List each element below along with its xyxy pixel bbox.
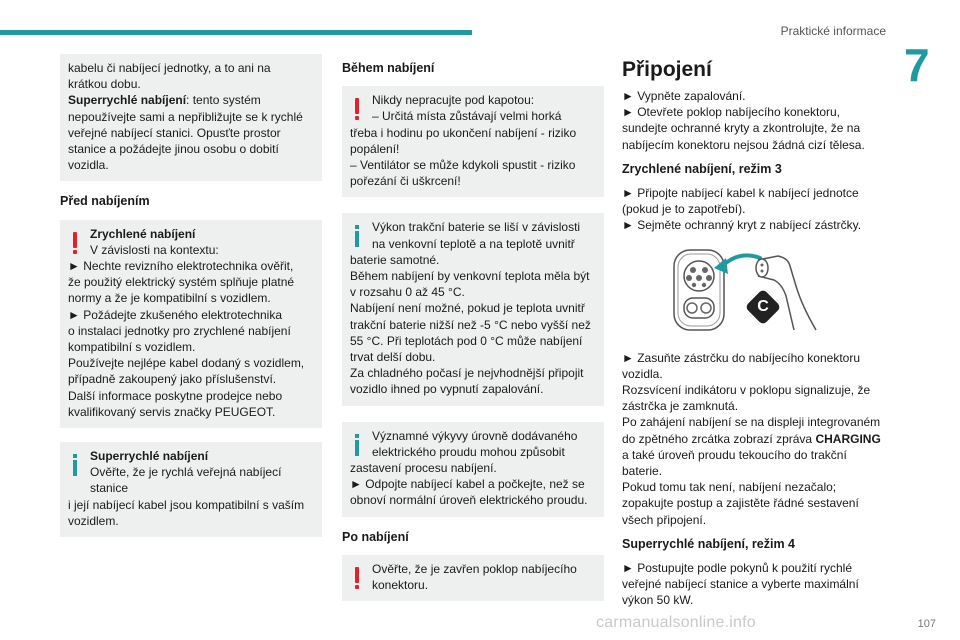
text-line: sundejte ochranné kryty a zkontrolujte, že na bbox=[622, 121, 861, 136]
text-line: Nikdy nepracujte pod kapotou: bbox=[372, 93, 535, 108]
charging-word: CHARGING bbox=[815, 431, 881, 446]
text-line: ► Odpojte nabíjecí kabel a počkejte, než se bbox=[350, 477, 585, 492]
text-line: a také úroveň proudu tekoucího do trakční bbox=[622, 447, 847, 462]
mode4-heading: Superrychlé nabíjení, režim 4 bbox=[622, 536, 795, 551]
warning-box-accelerated bbox=[60, 220, 322, 428]
watermark: carmanualsonline.info bbox=[596, 614, 756, 631]
text-line: všech připojení. bbox=[622, 512, 707, 527]
text-line: ► Zasuňte zástrčku do nabíjecího konektoru bbox=[622, 350, 861, 365]
text-line: Pokud tomu tak není, nabíjení nezačalo; bbox=[622, 480, 837, 495]
intro-box bbox=[60, 54, 322, 181]
text-line: veřejné nabíjecí stanice a vyberte maximální bbox=[622, 577, 859, 592]
column-1 bbox=[60, 54, 322, 549]
info-box-current-fluctuation bbox=[342, 422, 604, 517]
warning-icon bbox=[354, 98, 360, 120]
warning-title: Zrychlené nabíjení bbox=[90, 226, 196, 241]
after-charging-heading: Po nabíjení bbox=[342, 529, 409, 544]
superfast-paragraph bbox=[68, 92, 314, 108]
info-title: Superrychlé nabíjení bbox=[90, 449, 209, 464]
text-line: konektoru. bbox=[372, 578, 429, 593]
text-line: vozidlo ihned po vypnutí zapalování. bbox=[350, 382, 544, 397]
header-accent-bar bbox=[0, 30, 472, 35]
text-line: krátkou dobu. bbox=[68, 77, 141, 92]
text-line: na venkovní teplotě a na teplotě uvnitř bbox=[372, 236, 575, 251]
text-line: veřejné nabíjecí stanici. Opusťte prostor bbox=[68, 125, 281, 140]
text-line: Výkon trakční baterie se liší v závislosti bbox=[372, 220, 581, 235]
text-line: že použitý elektrický systém splňuje platné bbox=[68, 275, 295, 290]
text-line: V závislosti na kontextu: bbox=[90, 242, 219, 257]
text-line: Během nabíjení by venkovní teplota měla být bbox=[350, 269, 590, 284]
text-line: kabelu či nabíjecí jednotky, a to ani na bbox=[68, 61, 271, 75]
warning-box-hood bbox=[342, 86, 604, 197]
text-line: Ověřte, že je zavřen poklop nabíjecího bbox=[372, 561, 577, 576]
text-line: nepoužívejte sami a nepřibližujte se k rychlé bbox=[68, 109, 303, 124]
text-line: Ověřte, že je rychlá veřejná nabíjecí stanice bbox=[90, 465, 282, 496]
text-line: Používejte nejlépe kabel dodaný s vozidlem, bbox=[68, 356, 305, 371]
text-line: trakční baterie nižší než -5 °C nebo vyšší než bbox=[350, 317, 591, 332]
text-line: vozidla. bbox=[68, 158, 109, 173]
text-line: normy a že je kompatibilní s vozidlem. bbox=[68, 291, 271, 306]
text-line: baterie. bbox=[622, 464, 663, 479]
superfast-label: Superrychlé nabíjení bbox=[68, 93, 187, 108]
warning-icon bbox=[72, 232, 78, 254]
text-line: ► Požádejte zkušeného elektrotechnika bbox=[68, 307, 283, 322]
connector-illustration bbox=[662, 246, 822, 336]
mode3-heading: Zrychlené nabíjení, režim 3 bbox=[622, 161, 782, 176]
text-line: ► Postupujte podle pokynů k použití rychlé bbox=[622, 561, 853, 576]
text-line: vozidla. bbox=[622, 366, 663, 381]
text-line: (pokud je to zapotřebí). bbox=[622, 202, 746, 217]
info-icon bbox=[354, 225, 360, 247]
text-line: Významné výkyvy úrovně dodávaného bbox=[372, 428, 578, 443]
text-line: – Ventilátor se může kdykoli spustit - riziko bbox=[350, 158, 576, 173]
text-line: třeba i hodinu po ukončení nabíjení - riziko bbox=[350, 125, 577, 140]
charging-message-line bbox=[622, 431, 892, 447]
text-line: Další informace poskytne prodejce nebo bbox=[68, 388, 283, 403]
info-icon bbox=[72, 454, 78, 476]
text-line: Po zahájení nabíjení se na displeji integrovaném bbox=[622, 415, 881, 430]
info-icon bbox=[354, 434, 360, 456]
warning-box-flap bbox=[342, 555, 604, 601]
during-charging-heading: Během nabíjení bbox=[342, 61, 435, 75]
text-line: nabíjecím konektoru nejsou žádná cizí tělesa. bbox=[622, 137, 865, 152]
section-title: Praktické informace bbox=[780, 24, 886, 38]
text-line: zopakujte postup a zajistěte řádné sestavení bbox=[622, 496, 859, 511]
text-line: kompatibilní s vozidlem. bbox=[68, 340, 196, 355]
text-line: zastavení procesu nabíjení. bbox=[350, 461, 497, 476]
text-line: ► Sejměte ochranný kryt z nabíjecí zástrčky. bbox=[622, 218, 862, 233]
text-line: ► Připojte nabíjecí kabel k nabíjecí jednotce bbox=[622, 186, 859, 201]
text-line: v rozsahu 0 až 45 °C. bbox=[350, 285, 465, 300]
column-2 bbox=[342, 54, 604, 613]
text-line: ► Nechte revizního elektrotechnika ověřit, bbox=[68, 259, 294, 274]
text-line: výkon 50 kW. bbox=[622, 593, 694, 608]
page-number: 107 bbox=[917, 618, 936, 630]
text-line: o instalaci jednotky pro zrychlené nabíjení bbox=[68, 323, 291, 338]
text-line: elektrického proudu mohou způsobit bbox=[372, 444, 565, 459]
text-line: baterie samotné. bbox=[350, 252, 440, 267]
column-3 bbox=[622, 54, 892, 609]
connection-heading: Připojení bbox=[622, 58, 712, 81]
text-line: stanice a požádejte jinou osobu o dobití bbox=[68, 142, 279, 157]
info-box-battery-temperature bbox=[342, 213, 604, 405]
text-line: případně zakoupený jako příslušenství. bbox=[68, 372, 277, 387]
superfast-rest: : tento systém bbox=[186, 93, 261, 108]
info-box-superfast bbox=[60, 442, 322, 537]
text-line: popálení! bbox=[350, 141, 400, 156]
text-line: ► Otevřete poklop nabíjecího konektoru, bbox=[622, 105, 841, 120]
text-line: trvat delší dobu. bbox=[350, 350, 436, 365]
text-line: Za chladného počasí je nejvhodnější připojit bbox=[350, 366, 584, 381]
before-charging-heading: Před nabíjením bbox=[60, 194, 150, 209]
text-line: vozidlem. bbox=[68, 513, 119, 528]
text-line: i její nabíjecí kabel jsou kompatibilní s vaším bbox=[68, 497, 305, 512]
text-line: Rozsvícení indikátoru v poklopu signalizuje, že bbox=[622, 383, 871, 398]
text-line: Nabíjení není možné, pokud je teplota uvnitř bbox=[350, 301, 585, 316]
charging-connector-image bbox=[662, 246, 822, 336]
text-line: – Určitá místa zůstávají velmi horká bbox=[372, 109, 562, 124]
figure-label-c: C bbox=[757, 297, 769, 315]
text-line: zástrčka je zamknutá. bbox=[622, 399, 739, 414]
text-line: kvalifikovaný servis značky PEUGEOT. bbox=[68, 404, 276, 419]
text-line: obnoví normální úroveň elektrického proudu. bbox=[350, 493, 588, 508]
text-line: pořezání či uškrcení! bbox=[350, 174, 461, 189]
chapter-number: 7 bbox=[904, 39, 930, 91]
text-line: 55 °C. Při teplotách pod 0 °C může nabíjení bbox=[350, 333, 583, 348]
text-line: ► Vypněte zapalování. bbox=[622, 89, 746, 103]
warning-icon bbox=[354, 567, 360, 589]
charging-pre-text: do zpětného zrcátka zobrazí zpráva bbox=[622, 431, 816, 446]
